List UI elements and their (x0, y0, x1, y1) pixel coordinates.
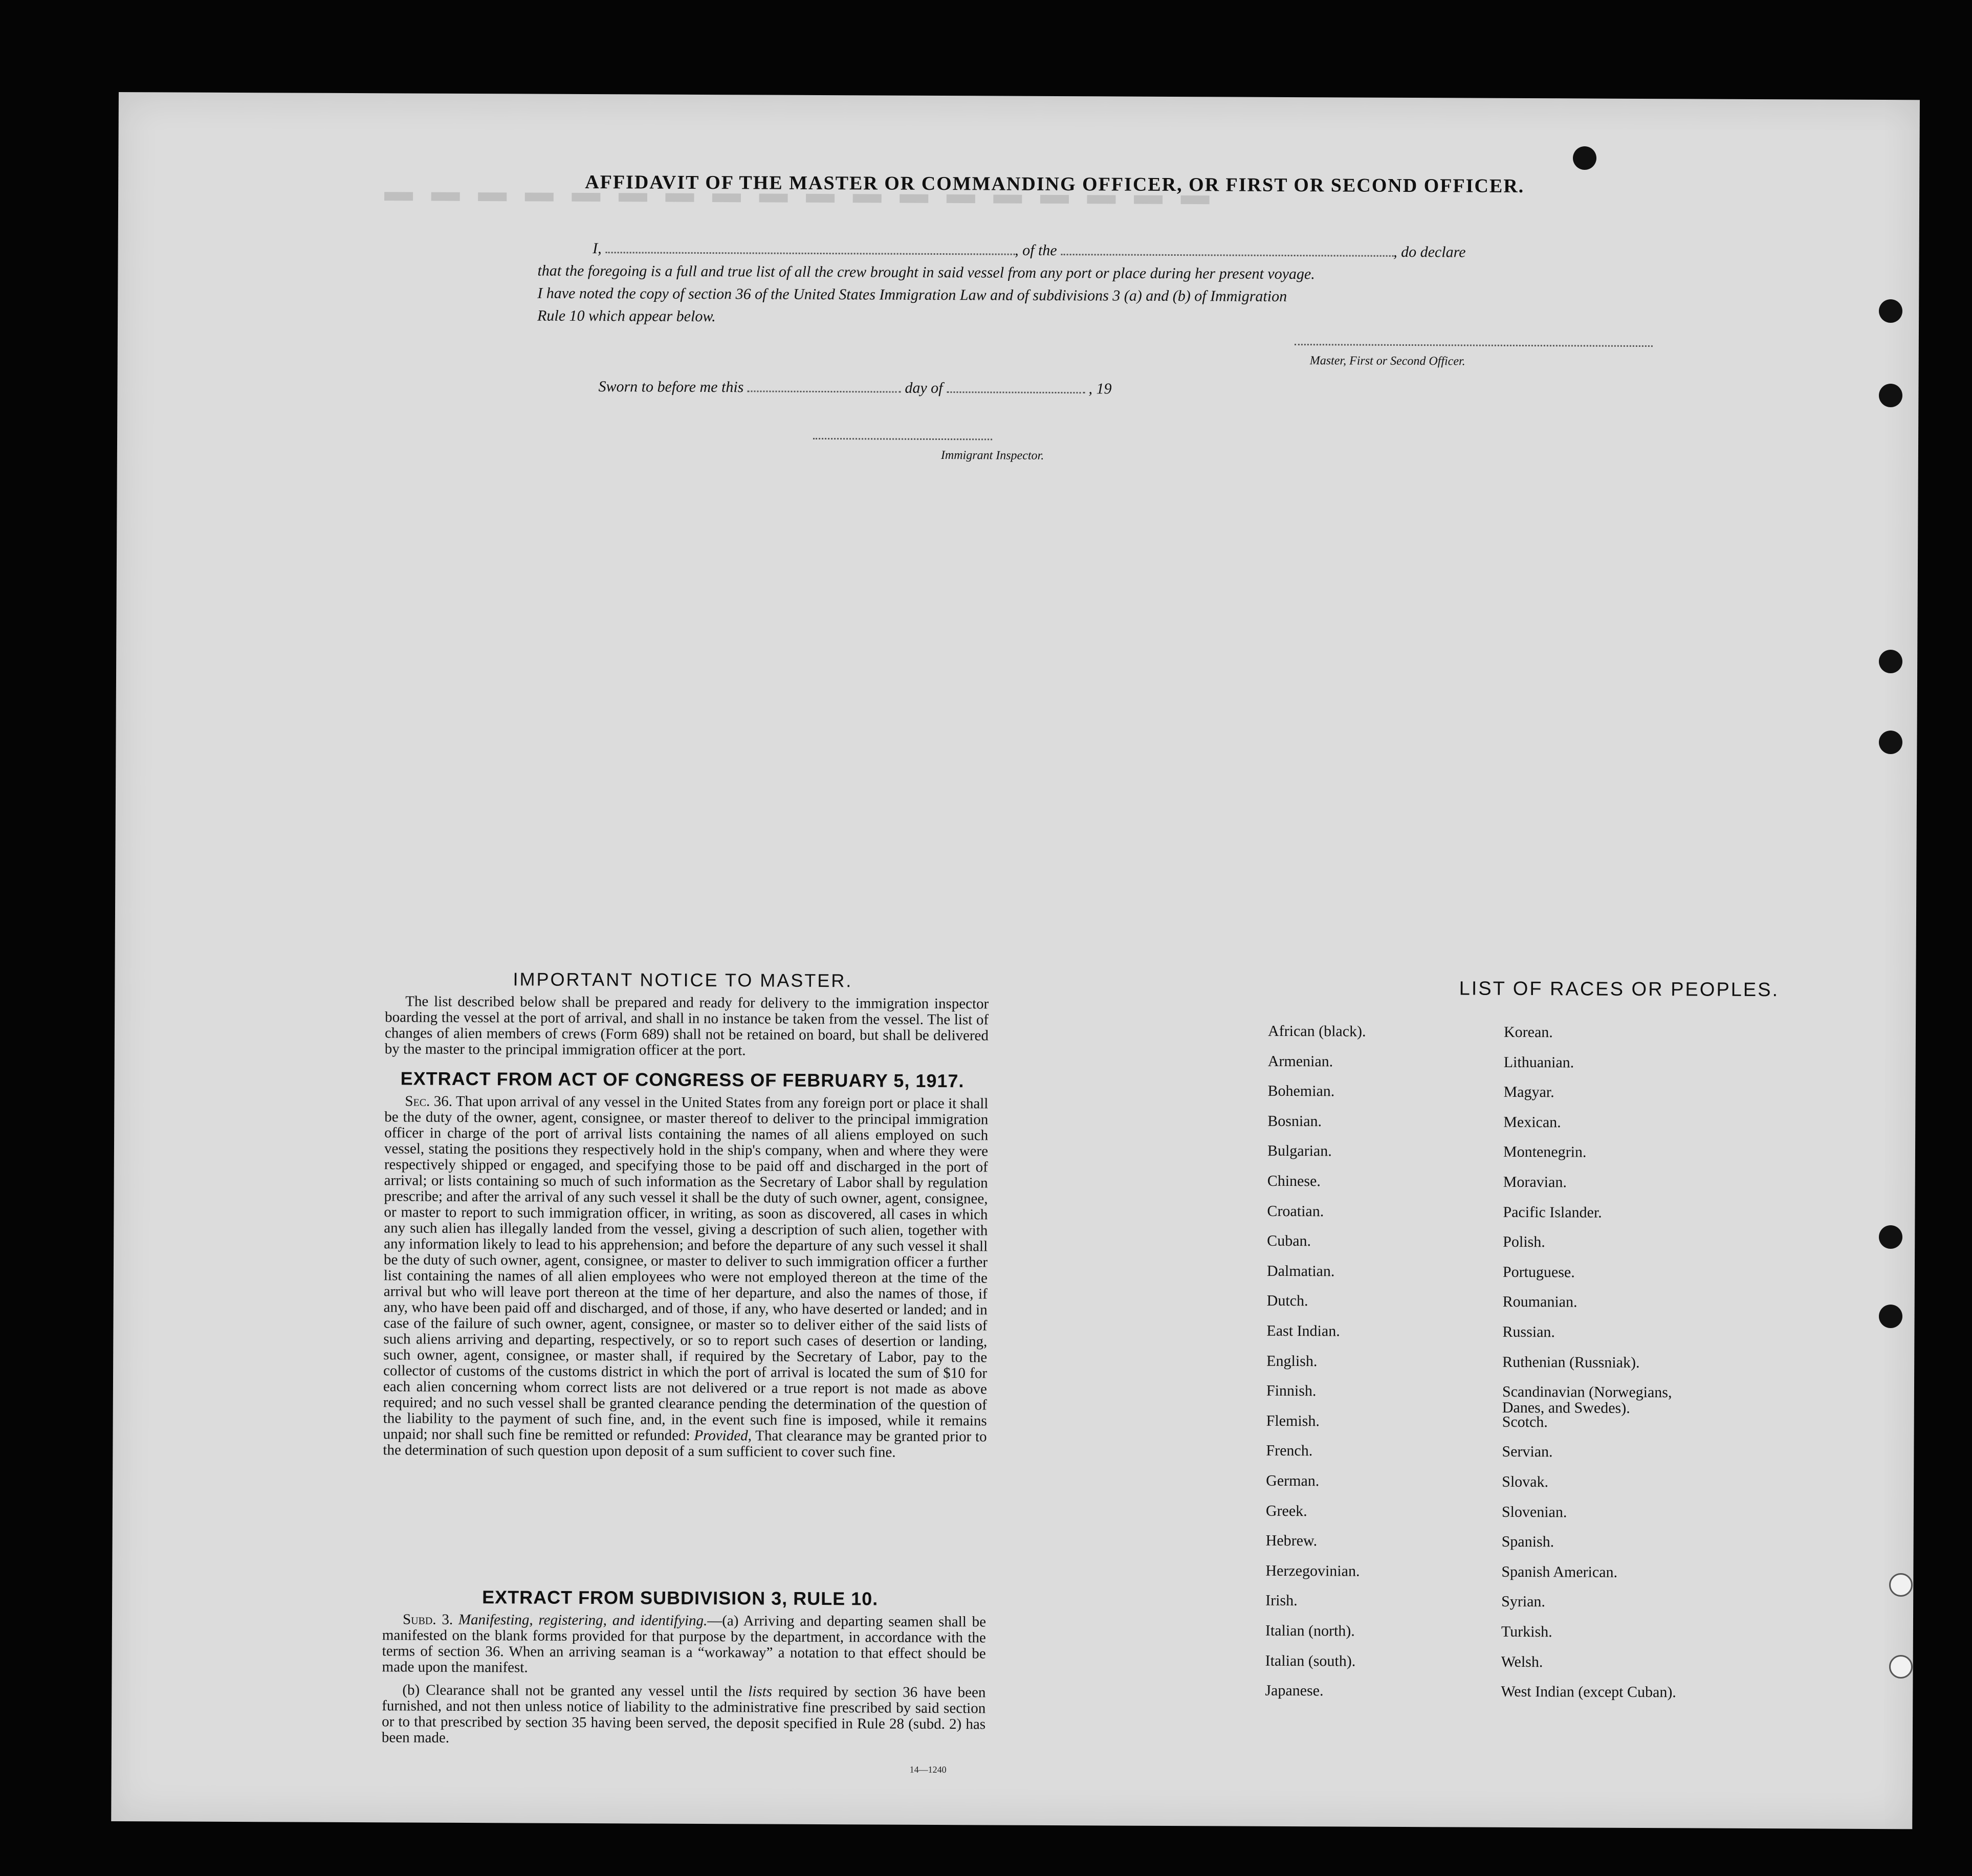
race-item: Dutch. (1266, 1292, 1308, 1310)
race-item: Polish. (1503, 1233, 1545, 1251)
subd-3-lists-word: lists (748, 1683, 773, 1700)
binder-hole (1879, 731, 1902, 754)
binder-hole (1879, 384, 1902, 407)
race-item: Herzegovinian. (1265, 1562, 1360, 1580)
subd-3-b-paragraph (382, 1682, 986, 1748)
binder-hole (1879, 650, 1902, 673)
race-item: Croatian. (1267, 1202, 1324, 1220)
section-36-paragraph (383, 1093, 988, 1461)
section-36-text: That upon arrival of any vessel in the United States from any foreign port or place it shall be the duty of the owner, agent, consignee, or master thereof to deliver to the principal immigration officer in charge of the port of arrival lists containing the names of all aliens employed on such vessel, stating the positions they respectively hold in the ship's company, when and where they were respectively shipped or engaged, and specifying those to be paid off and discharged in the port of arrival; or lists containing so much of such information as the Secretary of Labor shall by regulation prescribe; and after the arrival of any such vessel it shall be the duty of such owner, agent, consignee, or master to report to such immigration officer, in writing, as soon as discovered, all cases in which any such alien has illegally landed from the vessel, giving a description of such alien, together with any information likely to lead to his apprehension; and before the departure of any such vessel it shall be the duty of such owner, agent, consignee, or master to deliver to such immigration officer a further list containing the names of all alien employees who were not employed thereon at the time of the arrival but who will leave port thereon at the time of her departure, and also the names of those, if any, who have been paid off and discharged, and of those, if any, who have deserted or landed; and in case of the failure of such owner, agent, consignee, or master so to deliver either of the said lists of such aliens arriving and departing, respectively, or so to report such cases of desertion or landing, such owner, agent, consignee, or master shall, if required by the Secretary of Labor, pay to the collector of customs of the customs district in which the port of arrival is located the sum of $10 for each alien concerning whom correct lists are not delivered or a true report is not made as above required; and no such vessel shall be granted clearance pending the determination of the question of the liability to the payment of such fine, and, in the event such fine is imposed, while it remains unpaid; nor shall such fine be remitted or refunded: (383, 1093, 989, 1444)
affidavit-of-label: , of the (1015, 241, 1057, 259)
race-item: Korean. (1503, 1023, 1553, 1041)
race-item: Mexican. (1503, 1113, 1561, 1131)
master-signature-line (1295, 344, 1653, 347)
race-item: Pacific Islander. (1503, 1203, 1602, 1221)
race-item: Japanese. (1265, 1682, 1324, 1700)
race-item: Servian. (1502, 1443, 1553, 1461)
document-page (111, 92, 1920, 1829)
binder-hole (1879, 1305, 1902, 1328)
binder-hole (1573, 146, 1596, 170)
race-item: Turkish. (1501, 1623, 1552, 1641)
race-item: Moravian. (1503, 1173, 1567, 1191)
race-item: Chinese. (1267, 1172, 1321, 1190)
race-item: East Indian. (1266, 1322, 1340, 1340)
form-number: 14—1240 (909, 1764, 947, 1775)
subd-3-text-b-2: required by section 36 have been furnished, and not then unless notice of liability to the administrative fine prescribed by said section or to that prescribed by section 35 having been served, the deposit specified in Rule 28 (subd. 2) has been made. (381, 1683, 986, 1746)
sworn-label: Sworn to before me this (598, 378, 744, 396)
notice-paragraph (385, 994, 989, 1060)
race-item: Montenegrin. (1503, 1143, 1587, 1161)
race-item: English. (1266, 1352, 1318, 1370)
binder-hole (1889, 1655, 1913, 1679)
sworn-month-line (947, 391, 1085, 393)
race-item: Bulgarian. (1267, 1142, 1332, 1160)
binder-hole (1889, 1573, 1913, 1597)
race-item: Russian. (1502, 1323, 1555, 1341)
race-item: Scandinavian (Norwegians, Danes, and Swedes). (1502, 1383, 1672, 1417)
race-item: Hebrew. (1265, 1532, 1318, 1550)
affidavit-declaration (537, 237, 1663, 333)
race-item: Finnish. (1266, 1382, 1317, 1400)
race-item: Cuban. (1267, 1232, 1311, 1250)
subd-3-label: Subd. 3. (402, 1611, 453, 1628)
race-item: Welsh. (1501, 1653, 1543, 1670)
race-item: Syrian. (1501, 1593, 1546, 1610)
race-item: Magyar. (1503, 1084, 1554, 1101)
vessel-name-line (1061, 254, 1393, 257)
race-item: Spanish. (1501, 1533, 1554, 1551)
inspector-signature-line (813, 438, 992, 440)
race-item: Portuguese. (1502, 1263, 1575, 1281)
extract-act-title: EXTRACT FROM ACT OF CONGRESS OF FEBRUARY 5, 1917. (400, 1068, 965, 1092)
affidavit-i-label: I, (593, 240, 602, 257)
race-item: Ruthenian (Russniak). (1502, 1353, 1640, 1371)
race-item: Roumanian. (1502, 1293, 1577, 1311)
race-item: Bosnian. (1267, 1112, 1322, 1130)
affidavit-declare-label: , do declare (1393, 243, 1466, 261)
race-item: Dalmatian. (1266, 1262, 1335, 1280)
race-item: French. (1266, 1442, 1313, 1460)
master-name-line (605, 252, 1015, 255)
binder-hole (1879, 1225, 1902, 1249)
bleed-through-text: ▬ ▬ ▬ ▬ ▬ ▬ ▬ ▬ ▬ ▬ ▬ ▬ ▬ ▬ ▬ ▬ ▬ ▬ (384, 186, 1215, 222)
section-36-label: Sec. 36. (405, 1093, 453, 1110)
inspector-label: Immigrant Inspector. (940, 449, 1044, 462)
race-item: Italian (south). (1265, 1652, 1356, 1670)
race-item: German. (1266, 1472, 1320, 1490)
race-item: Flemish. (1266, 1412, 1320, 1430)
subd-3-text-a: —(a) Arriving and departing seamen shall be manifested on the blank forms provided for that purpose by the department, in accordance with the terms of section 36. When an arriving seaman is a “workaway” a notation to that effect should be made upon the manifest. (382, 1613, 987, 1676)
proviso-text: That clearance may be granted prior to the determination of such question upon deposit of a sum sufficient to cover such fine. (383, 1427, 987, 1461)
sworn-day-line (748, 390, 901, 392)
race-item: Scotch. (1502, 1413, 1548, 1431)
race-item: Slovak. (1502, 1473, 1549, 1491)
sworn-line (598, 378, 1111, 398)
affidavit-title: AFFIDAVIT OF THE MASTER OR COMMANDING OFFICER, OR FIRST OR SECOND OFFICER. (585, 171, 1525, 197)
master-signature-label: Master, First or Second Officer. (1309, 354, 1465, 368)
day-of-label: day of (905, 379, 943, 397)
year-label: , 19 (1088, 380, 1112, 398)
race-item: Italian (north). (1265, 1622, 1355, 1640)
subd-3-paragraph (382, 1612, 987, 1678)
race-item: Armenian. (1267, 1052, 1333, 1070)
race-item: Slovenian. (1501, 1503, 1567, 1520)
race-item: Bohemian. (1267, 1083, 1335, 1100)
binder-hole (1879, 299, 1902, 323)
race-item: West Indian (except Cuban). (1501, 1683, 1676, 1701)
race-item: Irish. (1265, 1592, 1298, 1609)
notice-title: IMPORTANT NOTICE TO MASTER. (513, 968, 853, 991)
race-item: Spanish American. (1501, 1563, 1618, 1581)
race-item: Lithuanian. (1503, 1053, 1574, 1071)
affidavit-line-2: that the foregoing is a full and true list of all the crew brought in said vessel from any port or place during her present voyage. (537, 262, 1315, 283)
race-item: Greek. (1265, 1502, 1307, 1519)
subd-3-heading: Manifesting, registering, and identifying. (458, 1611, 708, 1629)
notice-text: The list described below shall be prepared and ready for delivery to the immigration inspector boarding the vessel at the port of arrival, and shall in no instance be taken from the vessel. The list of changes of alien members of crews (Form 689) shall not be retained on board, but shall be delivered by the master to the principal immigration officer at the port. (384, 993, 989, 1059)
affidavit-line-4: Rule 10 which appear below. (537, 307, 716, 325)
races-title: LIST OF RACES OR PEOPLES. (1459, 978, 1780, 1001)
race-item: African (black). (1267, 1022, 1366, 1040)
affidavit-line-3: I have noted the copy of section 36 of the United States Immigration Law and of subdivisions 3 (a) and (b) of Immigration (537, 284, 1287, 305)
subd-3-text-b-1: (b) Clearance shall not be granted any vessel until the (402, 1682, 742, 1700)
extract-rule-title: EXTRACT FROM SUBDIVISION 3, RULE 10. (482, 1586, 879, 1609)
proviso-label: Provided, (694, 1427, 752, 1444)
